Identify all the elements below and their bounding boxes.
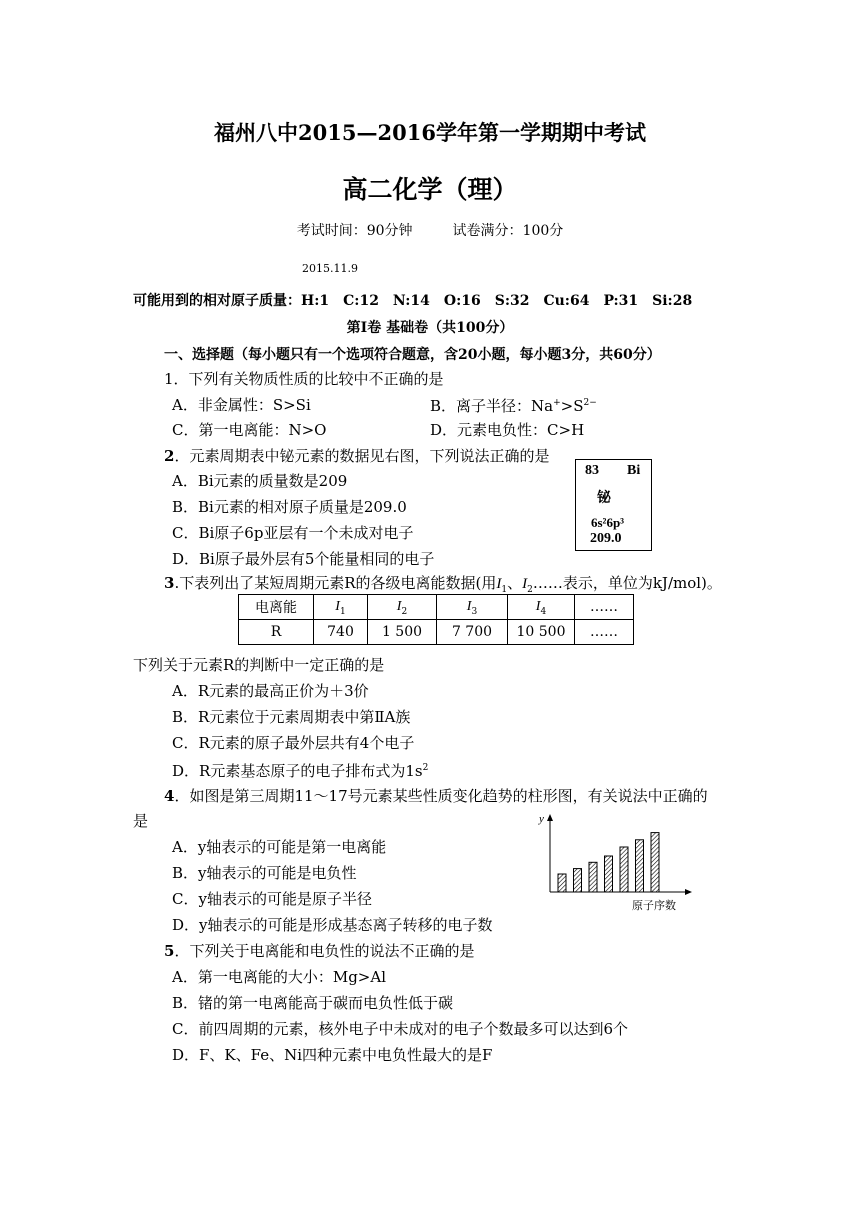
q1-option-b: [430, 393, 597, 416]
table-row: [239, 620, 634, 645]
bar-14: [605, 856, 613, 892]
q5-option-a: A．第一电离能的大小：Mg>Al: [172, 968, 386, 986]
exam-info: [0, 220, 860, 240]
q3-option-a: A．R元素的最高正价为＋3价: [172, 682, 369, 700]
q1-b-mid: >S: [560, 397, 584, 415]
i4-sub: 4: [540, 606, 547, 617]
q3-number: 3: [164, 574, 175, 592]
q5-option-d: D．F、K、Fe、Ni四种元素中电负性最大的是F: [172, 1046, 493, 1064]
table-cell: 740: [314, 620, 368, 645]
q4-number: 4: [164, 787, 175, 805]
part-title: 一、选择题（每小题只有一个选项符合题意，含20小题，每小题3分，共60分）: [164, 347, 661, 363]
table-head-i2: [368, 595, 437, 620]
q5-option-b: B．锗的第一电离能高于碳而电负性低于碳: [172, 994, 454, 1012]
bar-15: [620, 847, 628, 892]
ionization-energy-table: [238, 594, 634, 645]
table-row-label: R: [239, 620, 314, 645]
exam-time: 考试时间：90分钟: [296, 223, 413, 239]
table-head-cell: 电离能: [239, 595, 314, 620]
q4-option-a: A．y轴表示的可能是第一电离能: [172, 838, 387, 856]
q2-option-a: A．Bi元素的质量数是209: [172, 472, 348, 490]
bi-atomic-number: 83: [585, 463, 599, 478]
q5-stem: [164, 941, 474, 961]
i2-symbol: I: [396, 598, 402, 614]
q1-b-text: B．离子半径：Na: [430, 397, 554, 415]
y-axis-arrow: [547, 814, 553, 821]
q3-d-text: D．R元素基态原子的电子排布式为1s: [172, 762, 423, 780]
subject-title: 高二化学（理）: [342, 175, 518, 204]
q1-stem: 1．下列有关物质性质的比较中不正确的是: [164, 370, 444, 388]
exam-score: 试卷满分：100分: [452, 223, 564, 239]
q1-option-c: C．第一电离能：N>O: [172, 421, 327, 439]
i3-symbol: I: [466, 598, 472, 614]
bar-16: [636, 840, 644, 892]
bar-13: [589, 862, 597, 892]
bi-name: 铋: [597, 491, 611, 506]
y-axis-label: y: [539, 813, 544, 825]
q3-stem-pre: .下表列出了某短周期元素R的各级电离能数据(用: [174, 574, 497, 592]
table-cell-ellipsis: ……: [575, 620, 634, 645]
q3-i1: I: [496, 576, 502, 592]
q2-option-b: B．Bi元素的相对原子质量是209.0: [172, 498, 407, 516]
bi-config: 6s²6p³: [591, 515, 625, 530]
i1-sub: 1: [339, 606, 346, 617]
q2-option-c: C．Bi原子6p亚层有一个未成对电子: [172, 524, 414, 542]
bar-12: [574, 869, 582, 892]
x-axis-label: 原子序数: [632, 899, 676, 912]
q3-lead: 下列关于元素R的判断中一定正确的是: [133, 656, 385, 674]
table-head-i1: [314, 595, 368, 620]
q4-stem-cont: 是: [133, 812, 149, 830]
q4-stem-text: ．如图是第三周期11～17号元素某些性质变化趋势的柱形图，有关说法中正确的: [174, 787, 708, 805]
table-head-ellipsis: ……: [575, 595, 634, 620]
q3-stem-post: ……表示，单位为kJ/mol)。: [532, 574, 722, 592]
q5-option-c: C．前四周期的元素，核外电子中未成对的电子个数最多可以达到6个: [172, 1020, 629, 1038]
i3-sub: 3: [471, 606, 478, 617]
q4-option-b: B．y轴表示的可能是电负性: [172, 864, 357, 882]
q3-i2-sub: 2: [527, 585, 533, 595]
q3-option-d: [172, 758, 428, 781]
bars-group: [558, 833, 659, 892]
q3-option-c: C．R元素的原子最外层共有4个电子: [172, 734, 415, 752]
q4-option-c: C．y轴表示的可能是原子半径: [172, 890, 372, 908]
exam-date: 2015.11.9: [302, 262, 358, 275]
x-axis-arrow: [685, 889, 692, 895]
q3-i1-sub: 1: [501, 585, 508, 595]
bi-mass: 209.0: [590, 531, 622, 546]
bar-11: [558, 874, 566, 892]
table-header-row: [239, 595, 634, 620]
q1-option-d: D．元素电负性：C>H: [430, 421, 585, 439]
q1-b-sup1: +: [553, 398, 561, 408]
q2-stem: [164, 446, 549, 466]
q1-b-sup2: 2−: [583, 398, 597, 408]
q3-d-sup: 2: [422, 763, 429, 773]
exam-title: 福州八中2015—2016学年第一学期期中考试: [214, 120, 646, 145]
property-bar-chart: [536, 812, 696, 917]
table-cell: 7 700: [437, 620, 508, 645]
bar-17: [651, 833, 659, 892]
q2-number: 2: [164, 447, 175, 465]
table-head-i4: [508, 595, 575, 620]
i1-symbol: I: [335, 598, 340, 614]
q4-option-d: D．y轴表示的可能是形成基态离子转移的电子数: [172, 916, 493, 934]
q2-option-d: D．Bi原子最外层有5个能量相同的电子: [172, 550, 435, 568]
q3-option-b: B．R元素位于元素周期表中第ⅡA族: [172, 708, 411, 726]
q5-stem-text: ．下列关于电离能和电负性的说法不正确的是: [174, 942, 475, 960]
i4-symbol: I: [535, 598, 541, 614]
q1-option-a: A．非金属性：S>Si: [172, 396, 311, 414]
q3-i2: I: [522, 576, 528, 592]
q5-number: 5: [164, 942, 175, 960]
q2-stem-text: ．元素周期表中铋元素的数据见右图，下列说法正确的是: [174, 447, 550, 465]
atomic-masses: 可能用到的相对原子质量：H:1 C:12 N:14 O:16 S:32 Cu:64 P:31 Si:28: [133, 293, 693, 309]
bismuth-element-box: [575, 459, 652, 551]
bi-symbol: Bi: [627, 463, 641, 478]
table-cell: 10 500: [508, 620, 575, 645]
q3-sep: 、: [507, 574, 523, 592]
table-head-i3: [437, 595, 508, 620]
table-cell: 1 500: [368, 620, 437, 645]
i2-sub: 2: [401, 606, 408, 617]
section-title: 第Ⅰ卷 基础卷（共100分）: [346, 320, 514, 336]
q4-stem: [164, 786, 708, 806]
